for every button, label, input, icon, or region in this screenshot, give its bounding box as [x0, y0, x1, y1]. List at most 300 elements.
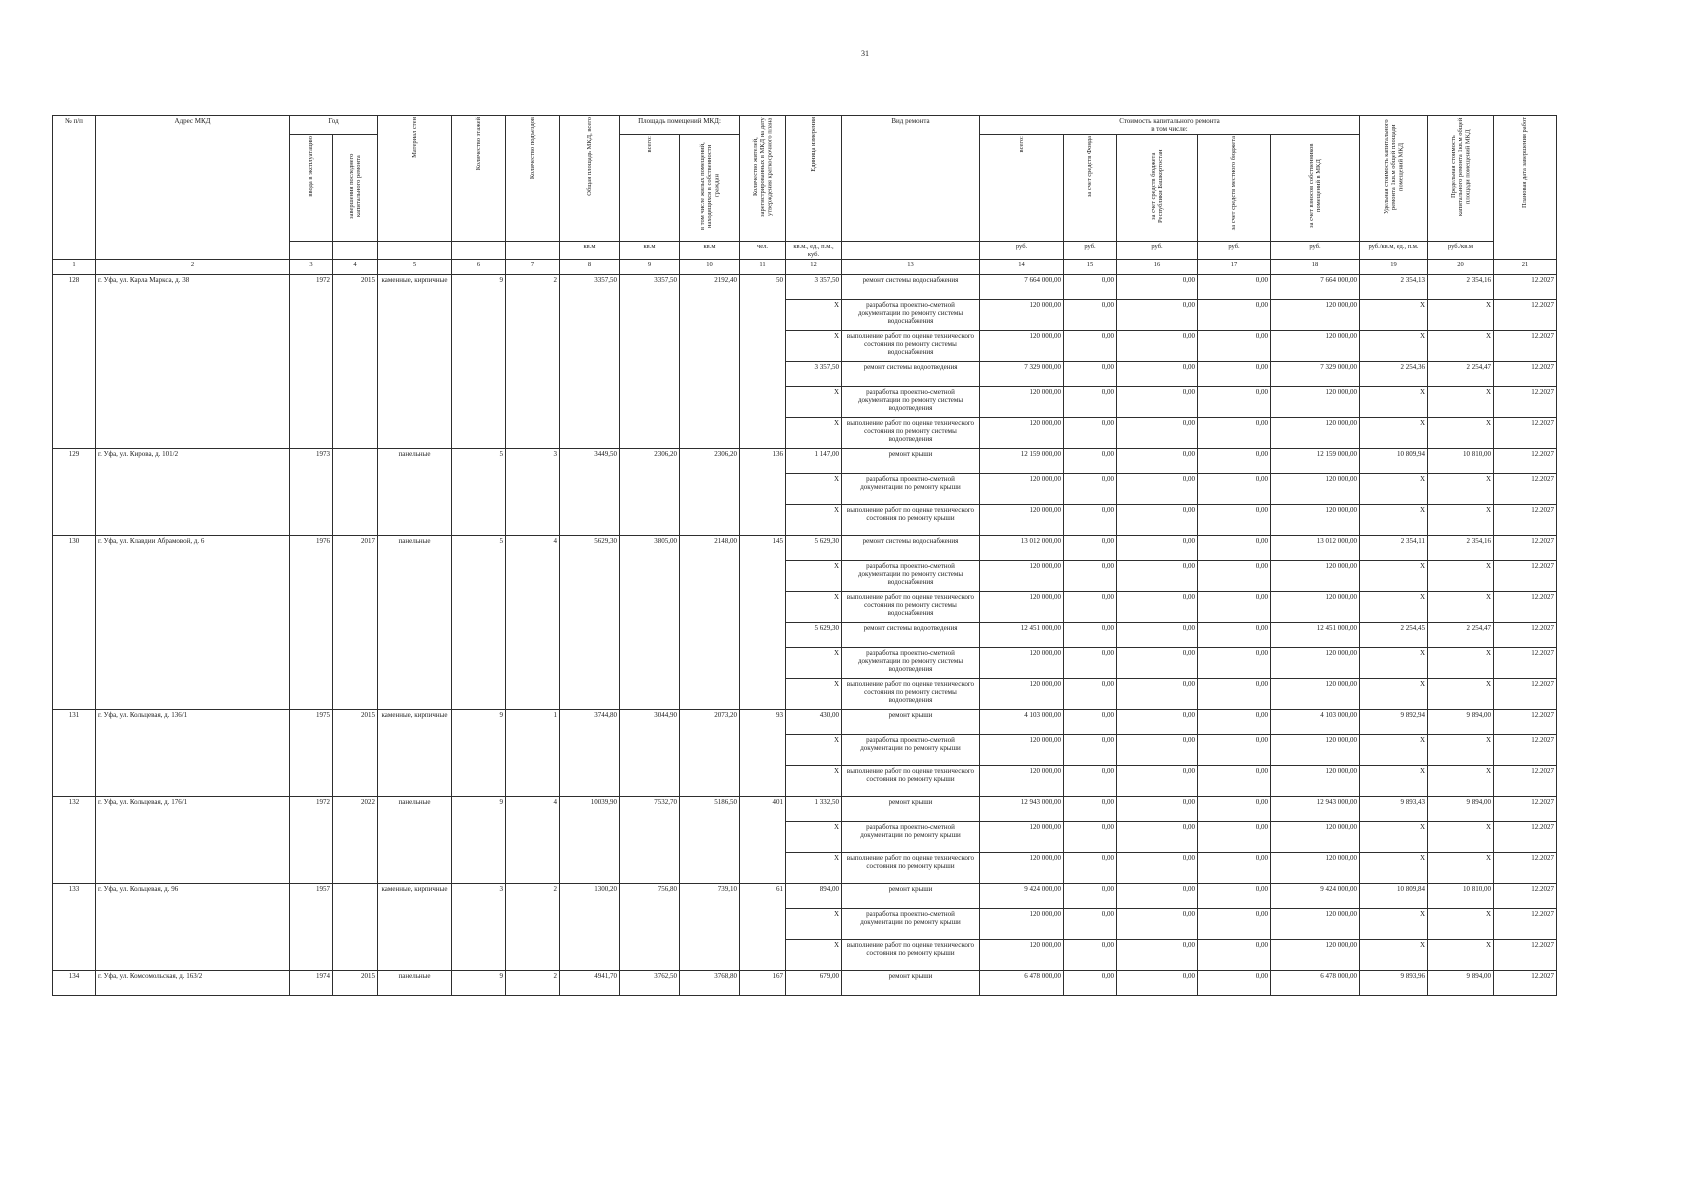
- header-cost-total: всего:: [980, 135, 1064, 242]
- column-number: 8: [560, 260, 620, 275]
- specific-cost: 2 354,11: [1360, 536, 1428, 561]
- cost-total: 7 664 000,00: [980, 275, 1064, 300]
- repair-type: ремонт системы водоснабжения: [842, 536, 980, 561]
- header-specific-cost: Удельная стоимость капитального ремонта 1кв.м общей площади помещений МКД: [1360, 116, 1428, 242]
- residential-area: 2073,20: [680, 710, 740, 797]
- repair-plan-table: [52, 115, 1557, 996]
- specific-cost: X: [1360, 822, 1428, 853]
- work-quantity: X: [786, 853, 842, 884]
- cost-local: 0,00: [1198, 362, 1271, 387]
- specific-cost: 9 893,43: [1360, 797, 1428, 822]
- cost-local: 0,00: [1198, 822, 1271, 853]
- deadline-date: 12.2027: [1494, 648, 1557, 679]
- premises-area: 2306,20: [620, 449, 680, 536]
- deadline-date: 12.2027: [1494, 909, 1557, 940]
- floors-count: 9: [452, 710, 506, 797]
- cost-owners: 13 012 000,00: [1271, 536, 1360, 561]
- row-number: 134: [53, 971, 96, 996]
- cost-total: 9 424 000,00: [980, 884, 1064, 909]
- header-including: в том числе:: [1151, 125, 1188, 134]
- premises-area: 3357,50: [620, 275, 680, 449]
- cost-total: 120 000,00: [980, 331, 1064, 362]
- work-quantity: 3 357,50: [786, 275, 842, 300]
- row-number: 131: [53, 710, 96, 797]
- cost-republic: 0,00: [1117, 853, 1198, 884]
- cost-fund: 0,00: [1064, 449, 1117, 474]
- cost-total: 7 329 000,00: [980, 362, 1064, 387]
- header-floors: Количество этажей: [452, 116, 506, 242]
- cost-owners: 7 664 000,00: [1271, 275, 1360, 300]
- unit-cell: руб.: [1117, 242, 1198, 260]
- premises-area: 3805,00: [620, 536, 680, 710]
- header-cost-republic: за счет средств бюджета Республики Башкортостан: [1117, 135, 1198, 242]
- unit-cell: руб./кв.м: [1428, 242, 1494, 260]
- year-last-repair: [333, 884, 378, 971]
- max-cost: X: [1428, 940, 1494, 971]
- specific-cost: 9 892,94: [1360, 710, 1428, 735]
- cost-republic: 0,00: [1117, 474, 1198, 505]
- cost-owners: 120 000,00: [1271, 300, 1360, 331]
- cost-owners: 120 000,00: [1271, 474, 1360, 505]
- year-last-repair: 2017: [333, 536, 378, 710]
- deadline-date: 12.2027: [1494, 331, 1557, 362]
- work-quantity: 679,00: [786, 971, 842, 996]
- max-cost: 9 894,00: [1428, 971, 1494, 996]
- year-last-repair: 2015: [333, 275, 378, 449]
- deadline-date: 12.2027: [1494, 300, 1557, 331]
- max-cost: 9 894,00: [1428, 797, 1494, 822]
- cost-owners: 120 000,00: [1271, 735, 1360, 766]
- cost-local: 0,00: [1198, 940, 1271, 971]
- cost-total: 120 000,00: [980, 909, 1064, 940]
- specific-cost: X: [1360, 592, 1428, 623]
- header-cost-local: за счет средств местного бюджета: [1198, 135, 1271, 242]
- cost-local: 0,00: [1198, 648, 1271, 679]
- cost-fund: 0,00: [1064, 884, 1117, 909]
- work-quantity: X: [786, 940, 842, 971]
- cost-fund: 0,00: [1064, 561, 1117, 592]
- cost-total: 120 000,00: [980, 505, 1064, 536]
- column-number: 1: [53, 260, 96, 275]
- max-cost: X: [1428, 418, 1494, 449]
- cost-local: 0,00: [1198, 505, 1271, 536]
- specific-cost: X: [1360, 909, 1428, 940]
- deadline-date: 12.2027: [1494, 474, 1557, 505]
- deadline-date: 12.2027: [1494, 623, 1557, 648]
- cost-fund: 0,00: [1064, 474, 1117, 505]
- year-last-repair: [333, 449, 378, 536]
- total-area: 10039,90: [560, 797, 620, 884]
- work-quantity: X: [786, 418, 842, 449]
- cost-total: 120 000,00: [980, 387, 1064, 418]
- work-quantity: X: [786, 822, 842, 853]
- cost-republic: 0,00: [1117, 766, 1198, 797]
- cost-total: 120 000,00: [980, 940, 1064, 971]
- work-quantity: X: [786, 592, 842, 623]
- max-cost: 2 354,16: [1428, 536, 1494, 561]
- year-built: 1973: [290, 449, 333, 536]
- deadline-date: 12.2027: [1494, 853, 1557, 884]
- cost-fund: 0,00: [1064, 505, 1117, 536]
- repair-type: ремонт системы водоотведения: [842, 623, 980, 648]
- deadline-date: 12.2027: [1494, 505, 1557, 536]
- entrances-count: 4: [506, 797, 560, 884]
- specific-cost: 9 893,96: [1360, 971, 1428, 996]
- entrances-count: 3: [506, 449, 560, 536]
- year-built: 1972: [290, 275, 333, 449]
- row-number: 128: [53, 275, 96, 449]
- header-address: Адрес МКД: [96, 116, 290, 260]
- row-number: 129: [53, 449, 96, 536]
- specific-cost: X: [1360, 940, 1428, 971]
- header-unit: Единица измерения: [786, 116, 842, 242]
- max-cost: 10 810,00: [1428, 449, 1494, 474]
- header-max-cost: Предельная стоимость капитального ремонта 1кв.м общей площади помещений МКД: [1428, 116, 1494, 242]
- cost-fund: 0,00: [1064, 909, 1117, 940]
- cost-local: 0,00: [1198, 679, 1271, 710]
- year-built: 1976: [290, 536, 333, 710]
- max-cost: X: [1428, 505, 1494, 536]
- cost-local: 0,00: [1198, 623, 1271, 648]
- table-row: [53, 797, 1557, 822]
- cost-republic: 0,00: [1117, 822, 1198, 853]
- unit-cell: [333, 242, 378, 260]
- specific-cost: X: [1360, 735, 1428, 766]
- column-number: 10: [680, 260, 740, 275]
- max-cost: 10 810,00: [1428, 884, 1494, 909]
- cost-republic: 0,00: [1117, 449, 1198, 474]
- building-address: г. Уфа, ул. Кольцевая, д. 176/1: [96, 797, 290, 884]
- residential-area: 5186,50: [680, 797, 740, 884]
- column-number: 4: [333, 260, 378, 275]
- building-address: г. Уфа, ул. Кольцевая, д. 96: [96, 884, 290, 971]
- cost-local: 0,00: [1198, 710, 1271, 735]
- unit-cell: чел.: [740, 242, 786, 260]
- cost-republic: 0,00: [1117, 505, 1198, 536]
- repair-type: ремонт крыши: [842, 884, 980, 909]
- repair-type: выполнение работ по оценке технического состояния по ремонту крыши: [842, 853, 980, 884]
- cost-local: 0,00: [1198, 766, 1271, 797]
- column-number: 5: [378, 260, 452, 275]
- row-number: 130: [53, 536, 96, 710]
- total-area: 3449,50: [560, 449, 620, 536]
- row-number: 133: [53, 884, 96, 971]
- column-number: 14: [980, 260, 1064, 275]
- wall-material: панельные: [378, 797, 452, 884]
- specific-cost: X: [1360, 387, 1428, 418]
- specific-cost: 10 809,84: [1360, 884, 1428, 909]
- cost-local: 0,00: [1198, 331, 1271, 362]
- cost-owners: 12 451 000,00: [1271, 623, 1360, 648]
- repair-type: выполнение работ по оценке технического состояния по ремонту системы водоотведения: [842, 679, 980, 710]
- max-cost: X: [1428, 909, 1494, 940]
- cost-owners: 120 000,00: [1271, 909, 1360, 940]
- repair-type: разработка проектно-сметной документации по ремонту крыши: [842, 735, 980, 766]
- cost-owners: 120 000,00: [1271, 387, 1360, 418]
- header-residents: Количество жителей, зарегистрированных в МКД на дату утверждения краткосрочного плана: [740, 116, 786, 242]
- column-number: 3: [290, 260, 333, 275]
- cost-republic: 0,00: [1117, 418, 1198, 449]
- year-built: 1957: [290, 884, 333, 971]
- specific-cost: X: [1360, 853, 1428, 884]
- cost-local: 0,00: [1198, 971, 1271, 996]
- work-quantity: X: [786, 387, 842, 418]
- cost-fund: 0,00: [1064, 536, 1117, 561]
- specific-cost: X: [1360, 331, 1428, 362]
- cost-local: 0,00: [1198, 735, 1271, 766]
- total-area: 3744,80: [560, 710, 620, 797]
- cost-owners: 120 000,00: [1271, 592, 1360, 623]
- entrances-count: 4: [506, 536, 560, 710]
- cost-fund: 0,00: [1064, 822, 1117, 853]
- unit-cell: кв.м: [560, 242, 620, 260]
- column-number: 6: [452, 260, 506, 275]
- cost-republic: 0,00: [1117, 331, 1198, 362]
- cost-republic: 0,00: [1117, 362, 1198, 387]
- cost-local: 0,00: [1198, 536, 1271, 561]
- floors-count: 5: [452, 536, 506, 710]
- deadline-date: 12.2027: [1494, 884, 1557, 909]
- wall-material: каменные, кирпичные: [378, 275, 452, 449]
- work-quantity: 430,00: [786, 710, 842, 735]
- max-cost: X: [1428, 648, 1494, 679]
- cost-total: 12 159 000,00: [980, 449, 1064, 474]
- cost-republic: 0,00: [1117, 623, 1198, 648]
- row-number: 132: [53, 797, 96, 884]
- wall-material: панельные: [378, 536, 452, 710]
- cost-total: 120 000,00: [980, 300, 1064, 331]
- year-built: 1972: [290, 797, 333, 884]
- cost-republic: 0,00: [1117, 940, 1198, 971]
- cost-owners: 120 000,00: [1271, 561, 1360, 592]
- cost-local: 0,00: [1198, 275, 1271, 300]
- specific-cost: X: [1360, 505, 1428, 536]
- max-cost: X: [1428, 300, 1494, 331]
- column-number: 21: [1494, 260, 1557, 275]
- cost-owners: 120 000,00: [1271, 679, 1360, 710]
- unit-cell: руб.: [980, 242, 1064, 260]
- floors-count: 9: [452, 275, 506, 449]
- column-number: 17: [1198, 260, 1271, 275]
- cost-fund: 0,00: [1064, 940, 1117, 971]
- specific-cost: 2 254,45: [1360, 623, 1428, 648]
- residents-count: 145: [740, 536, 786, 710]
- cost-owners: 12 159 000,00: [1271, 449, 1360, 474]
- unit-cell: руб.: [1271, 242, 1360, 260]
- max-cost: X: [1428, 474, 1494, 505]
- building-address: г. Уфа, ул. Клавдии Абрамовой, д. 6: [96, 536, 290, 710]
- header-repair-type: Вид ремонта: [842, 116, 980, 242]
- header-cost-fund: за счет средств Фонда: [1064, 135, 1117, 242]
- deadline-date: 12.2027: [1494, 940, 1557, 971]
- cost-owners: 9 424 000,00: [1271, 884, 1360, 909]
- premises-area: 3044,90: [620, 710, 680, 797]
- cost-fund: 0,00: [1064, 679, 1117, 710]
- cost-total: 120 000,00: [980, 735, 1064, 766]
- work-quantity: X: [786, 909, 842, 940]
- wall-material: панельные: [378, 449, 452, 536]
- header-area-total: всего:: [620, 135, 680, 242]
- cost-local: 0,00: [1198, 853, 1271, 884]
- cost-fund: 0,00: [1064, 300, 1117, 331]
- specific-cost: X: [1360, 418, 1428, 449]
- cost-owners: 120 000,00: [1271, 853, 1360, 884]
- year-last-repair: 2022: [333, 797, 378, 884]
- cost-republic: 0,00: [1117, 275, 1198, 300]
- header-wall-material: Материал стен: [378, 116, 452, 242]
- cost-owners: 12 943 000,00: [1271, 797, 1360, 822]
- cost-fund: 0,00: [1064, 362, 1117, 387]
- year-last-repair: 2015: [333, 710, 378, 797]
- deadline-date: 12.2027: [1494, 971, 1557, 996]
- header-cost-owners: за счет взносов собственников помещений в МКД: [1271, 135, 1360, 242]
- cost-total: 120 000,00: [980, 561, 1064, 592]
- repair-type: выполнение работ по оценке технического состояния по ремонту системы водоотведения: [842, 418, 980, 449]
- cost-total: 120 000,00: [980, 822, 1064, 853]
- header-area-residential: в том числе жилых помещений, находящихся в собственности граждан: [680, 135, 740, 242]
- residential-area: 3768,80: [680, 971, 740, 996]
- header-year-group: Год: [290, 116, 378, 135]
- cost-republic: 0,00: [1117, 710, 1198, 735]
- residential-area: 739,10: [680, 884, 740, 971]
- cost-total: 13 012 000,00: [980, 536, 1064, 561]
- max-cost: X: [1428, 679, 1494, 710]
- repair-type: разработка проектно-сметной документации по ремонту крыши: [842, 822, 980, 853]
- cost-republic: 0,00: [1117, 909, 1198, 940]
- cost-total: 6 478 000,00: [980, 971, 1064, 996]
- specific-cost: X: [1360, 679, 1428, 710]
- premises-area: 7532,70: [620, 797, 680, 884]
- repair-type: ремонт крыши: [842, 971, 980, 996]
- year-built: 1974: [290, 971, 333, 996]
- work-quantity: 5 629,30: [786, 623, 842, 648]
- work-quantity: 3 357,50: [786, 362, 842, 387]
- column-number: 13: [842, 260, 980, 275]
- cost-owners: 7 329 000,00: [1271, 362, 1360, 387]
- cost-republic: 0,00: [1117, 884, 1198, 909]
- entrances-count: 1: [506, 710, 560, 797]
- cost-total: 12 451 000,00: [980, 623, 1064, 648]
- cost-total: 120 000,00: [980, 853, 1064, 884]
- work-quantity: X: [786, 561, 842, 592]
- work-quantity: 894,00: [786, 884, 842, 909]
- unit-cell: [290, 242, 333, 260]
- cost-local: 0,00: [1198, 300, 1271, 331]
- deadline-date: 12.2027: [1494, 797, 1557, 822]
- column-number: 12: [786, 260, 842, 275]
- max-cost: X: [1428, 766, 1494, 797]
- header-deadline: Плановая дата завершения работ: [1494, 116, 1557, 260]
- cost-total: 12 943 000,00: [980, 797, 1064, 822]
- work-quantity: X: [786, 474, 842, 505]
- cost-fund: 0,00: [1064, 853, 1117, 884]
- residential-area: 2148,00: [680, 536, 740, 710]
- deadline-date: 12.2027: [1494, 710, 1557, 735]
- entrances-count: 2: [506, 971, 560, 996]
- unit-cell: руб.: [1064, 242, 1117, 260]
- max-cost: X: [1428, 735, 1494, 766]
- work-quantity: X: [786, 300, 842, 331]
- total-area: 3357,50: [560, 275, 620, 449]
- cost-total: 4 103 000,00: [980, 710, 1064, 735]
- residents-count: 401: [740, 797, 786, 884]
- cost-owners: 120 000,00: [1271, 331, 1360, 362]
- entrances-count: 2: [506, 884, 560, 971]
- unit-cell: кв.м., ед., п.м., куб.: [786, 242, 842, 260]
- premises-area: 3762,50: [620, 971, 680, 996]
- deadline-date: 12.2027: [1494, 561, 1557, 592]
- total-area: 4941,70: [560, 971, 620, 996]
- max-cost: X: [1428, 592, 1494, 623]
- specific-cost: 10 809,94: [1360, 449, 1428, 474]
- floors-count: 5: [452, 449, 506, 536]
- column-number: 9: [620, 260, 680, 275]
- cost-fund: 0,00: [1064, 648, 1117, 679]
- column-number: 7: [506, 260, 560, 275]
- residential-area: 2192,40: [680, 275, 740, 449]
- header-total-area: Общая площадь МКД, всего: [560, 116, 620, 242]
- max-cost: X: [1428, 331, 1494, 362]
- specific-cost: X: [1360, 766, 1428, 797]
- cost-owners: 120 000,00: [1271, 940, 1360, 971]
- year-built: 1975: [290, 710, 333, 797]
- unit-cell: руб./кв.м, ед., п.м.: [1360, 242, 1428, 260]
- specific-cost: X: [1360, 474, 1428, 505]
- table-row: [53, 971, 1557, 996]
- work-quantity: 1 147,00: [786, 449, 842, 474]
- column-number: 18: [1271, 260, 1360, 275]
- cost-total: 120 000,00: [980, 648, 1064, 679]
- work-quantity: X: [786, 648, 842, 679]
- repair-type: разработка проектно-сметной документации по ремонту системы водоотведения: [842, 387, 980, 418]
- cost-republic: 0,00: [1117, 536, 1198, 561]
- column-number: 20: [1428, 260, 1494, 275]
- floors-count: 3: [452, 884, 506, 971]
- building-address: г. Уфа, ул. Кольцевая, д. 136/1: [96, 710, 290, 797]
- cost-republic: 0,00: [1117, 797, 1198, 822]
- unit-cell: кв.м: [680, 242, 740, 260]
- wall-material: панельные: [378, 971, 452, 996]
- max-cost: X: [1428, 822, 1494, 853]
- column-number: 15: [1064, 260, 1117, 275]
- cost-local: 0,00: [1198, 418, 1271, 449]
- cost-republic: 0,00: [1117, 561, 1198, 592]
- column-numbers-row: [53, 260, 1557, 275]
- building-address: г. Уфа, ул. Карла Маркса, д. 38: [96, 275, 290, 449]
- cost-local: 0,00: [1198, 387, 1271, 418]
- building-address: г. Уфа, ул. Кирова, д. 101/2: [96, 449, 290, 536]
- cost-local: 0,00: [1198, 474, 1271, 505]
- max-cost: X: [1428, 561, 1494, 592]
- work-quantity: X: [786, 505, 842, 536]
- column-number: 16: [1117, 260, 1198, 275]
- cost-total: 120 000,00: [980, 418, 1064, 449]
- deadline-date: 12.2027: [1494, 766, 1557, 797]
- page-number: 31: [861, 49, 869, 58]
- cost-fund: 0,00: [1064, 275, 1117, 300]
- table-row: [53, 884, 1557, 909]
- work-quantity: X: [786, 766, 842, 797]
- max-cost: 9 894,00: [1428, 710, 1494, 735]
- cost-owners: 6 478 000,00: [1271, 971, 1360, 996]
- repair-type: разработка проектно-сметной документации по ремонту системы водоснабжения: [842, 300, 980, 331]
- max-cost: 2 254,47: [1428, 362, 1494, 387]
- cost-fund: 0,00: [1064, 735, 1117, 766]
- repair-type: разработка проектно-сметной документации по ремонту системы водоотведения: [842, 648, 980, 679]
- unit-cell: [506, 242, 560, 260]
- repair-type: разработка проектно-сметной документации по ремонту крыши: [842, 909, 980, 940]
- cost-local: 0,00: [1198, 884, 1271, 909]
